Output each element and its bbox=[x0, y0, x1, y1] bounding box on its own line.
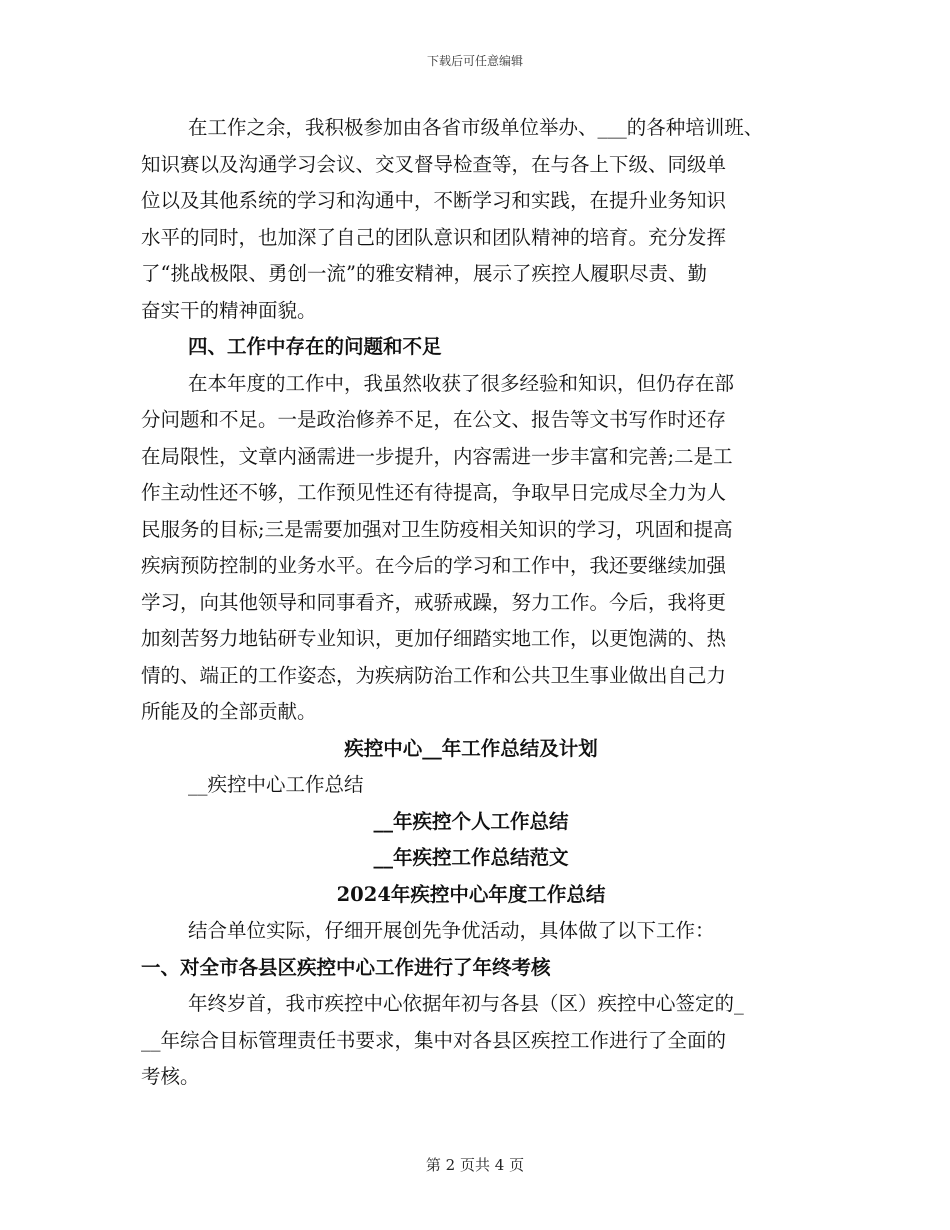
paragraph-line: 作主动性还不够，工作预见性还有待提高，争取早日完成尽全力为人 bbox=[141, 481, 727, 504]
document-title: __年疾控个人工作总结 bbox=[373, 809, 569, 833]
page-footer: 第 2 页共 4 页 bbox=[425, 1156, 525, 1174]
paragraph-line: 知识赛以及沟通学习会议、交叉督导检查等，在与各上下级、同级单 bbox=[141, 152, 727, 176]
paragraph-line: 在局限性，文章内涵需进一步提升，内容需进一步丰富和完善;二是工 bbox=[141, 444, 733, 468]
subtitle-line: __疾控中心工作总结 bbox=[188, 773, 364, 796]
paragraph-line: 水平的同时，也加深了自己的团队意识和团队精神的培育。充分发挥 bbox=[141, 225, 727, 249]
paragraph-line: 了“挑战极限、勇创一流”的雅安精神，展示了疾控人履职尽责、勤 bbox=[141, 262, 707, 285]
paragraph-line: 考核。 bbox=[141, 1065, 200, 1088]
paragraph-line: 在工作之余，我积极参加由各省市级单位举办、___的各种培训班、 bbox=[188, 116, 764, 139]
paragraph-line: 分问题和不足。一是政治修养不足，在公文、报告等文书写作时还存 bbox=[141, 408, 727, 431]
section-heading: 一、对全市各县区疾控中心工作进行了年终考核 bbox=[141, 955, 551, 979]
document-title: __年疾控工作总结范文 bbox=[373, 846, 569, 869]
paragraph-line: 加刻苦努力地钻研专业知识，更加仔细踏实地工作，以更饱满的、热 bbox=[141, 627, 727, 650]
paragraph-line: 疾病预防控制的业务水平。在今后的学习和工作中，我还要继续加强 bbox=[141, 554, 727, 577]
paragraph-line: 奋实干的精神面貌。 bbox=[141, 298, 317, 322]
page-header: 下载后可任意编辑 bbox=[426, 54, 523, 68]
paragraph-line: 学习，向其他领导和同事看齐，戒骄戒躁，努力工作。今后，我将更 bbox=[141, 590, 727, 614]
document-title: 2024年疾控中心年度工作总结 bbox=[336, 882, 606, 906]
paragraph-line: 所能及的全部贡献。 bbox=[141, 700, 317, 723]
paragraph-line: 在本年度的工作中，我虽然收获了很多经验和知识，但仍存在部 bbox=[188, 371, 735, 395]
paragraph-line: 年终岁首，我市疾控中心依据年初与各县（区）疾控中心签定的_ bbox=[188, 992, 744, 1015]
section-heading: 四、工作中存在的问题和不足 bbox=[188, 335, 442, 358]
paragraph-line: 结合单位实际，仔细开展创先争优活动，具体做了以下工作： bbox=[188, 919, 715, 942]
document-body bbox=[141, 110, 801, 1096]
paragraph-line: 民服务的目标;三是需要加强对卫生防疫相关知识的学习，巩固和提高 bbox=[141, 517, 733, 541]
document-title: 疾控中心__年工作总结及计划 bbox=[344, 736, 598, 760]
paragraph-line: 位以及其他系统的学习和沟通中，不断学习和实践，在提升业务知识 bbox=[141, 189, 727, 212]
paragraph-line: 情的、端正的工作姿态，为疾病防治工作和公共卫生事业做出自己力 bbox=[141, 663, 727, 687]
paragraph-line: __年综合目标管理责任书要求，集中对各县区疾控工作进行了全面的 bbox=[141, 1028, 727, 1052]
